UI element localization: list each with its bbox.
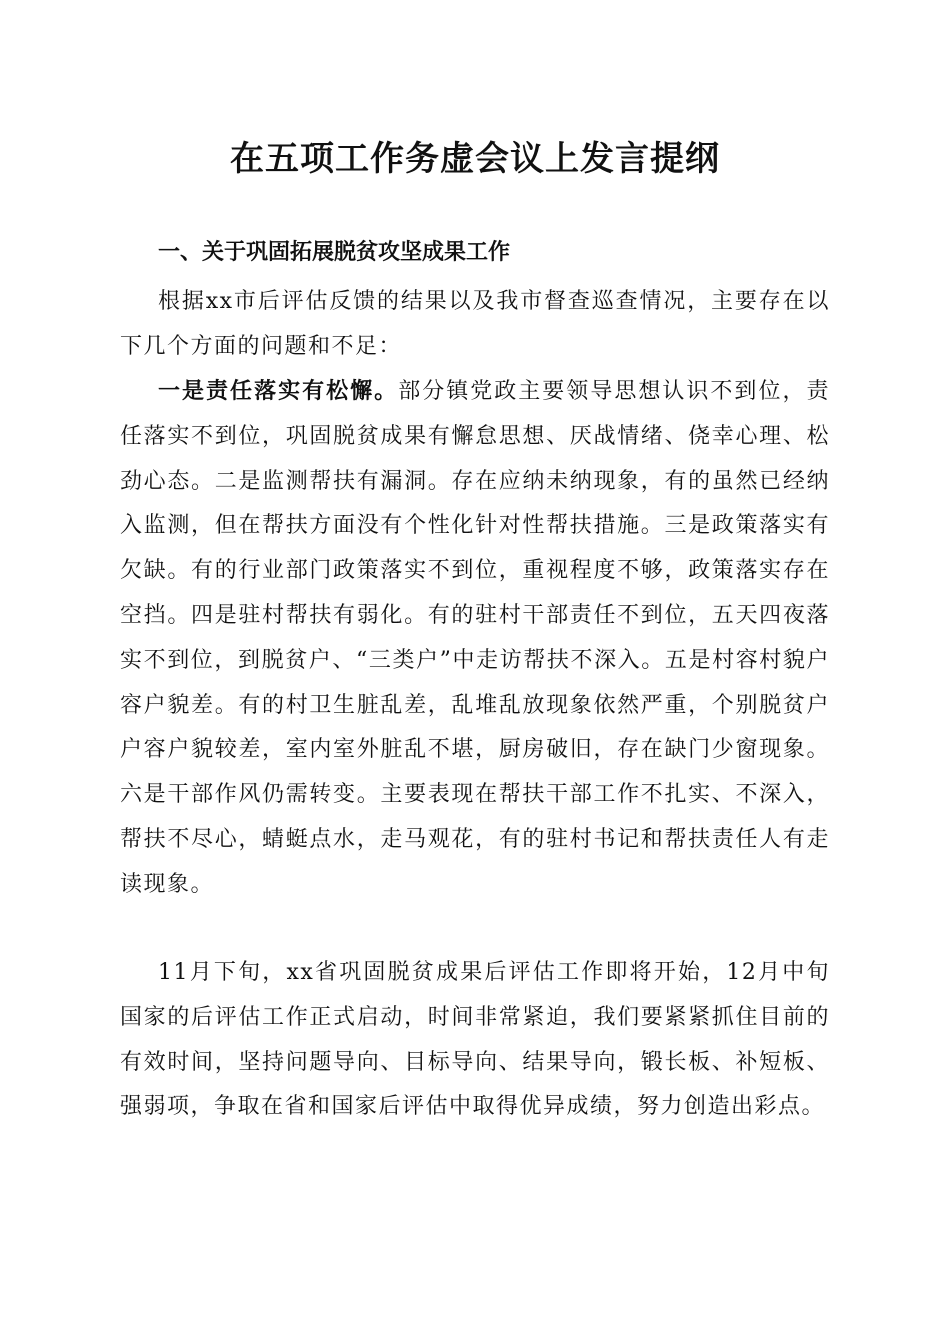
section-heading: 一、关于巩固拓展脱贫攻坚成果工作 bbox=[158, 240, 511, 265]
paragraph-lead: 一是责任落实有松懈。 bbox=[158, 378, 399, 404]
paragraph-text: 根据xx市后评估反馈的结果以及我市督查巡查情况，主要存在以下几个方面的问题和不足： bbox=[120, 289, 830, 359]
paragraph-text: 部分镇党政主要领导思想认识不到位，责任落实不到位，巩固脱贫成果有懈怠思想、厌战情绪、侥幸心理、松劲心态。二是监测帮扶有漏洞。存在应纳未纳现象，有的虽然已经纳入监测，但在帮扶方面没有个性化针对性帮扶措施。三是政策落实有欠缺。有的行业部门政策落实不到位，重视程度不够，政策落实存在空挡。四是驻村帮扶有弱化。有的驻村干部责任不到位，五天四夜落实不到位，到脱贫户、“三类户”中走访帮扶不深入。五是村容村貌户容户貌差。有的村卫生脏乱差，乱堆乱放现象依然严重，个别脱贫户户容户貌较差，室内室外脏乱不堪，厨房破旧，存在缺门少窗现象。六是干部作风仍需转变。主要表现在帮扶干部工作不扎实、不深入，帮扶不尽心，蜻蜓点水，走马观花，有的驻村书记和帮扶责任人有走读现象。 bbox=[120, 379, 830, 897]
paragraph-problems bbox=[120, 369, 830, 908]
paragraph-intro bbox=[120, 280, 830, 370]
paragraph-timeline bbox=[120, 951, 830, 1130]
paragraph-text: 11月下旬，xx省巩固脱贫成果后评估工作即将开始，12月中旬国家的后评估工作正式启动，时间非常紧迫，我们要紧紧抓住目前的有效时间，坚持问题导向、目标导向、结果导向，锻长板、补短板、强弱项，争取在省和国家后评估中取得优异成绩，努力创造出彩点。 bbox=[120, 960, 830, 1120]
document-title: 在五项工作务虚会议上发言提纲 bbox=[230, 139, 720, 179]
